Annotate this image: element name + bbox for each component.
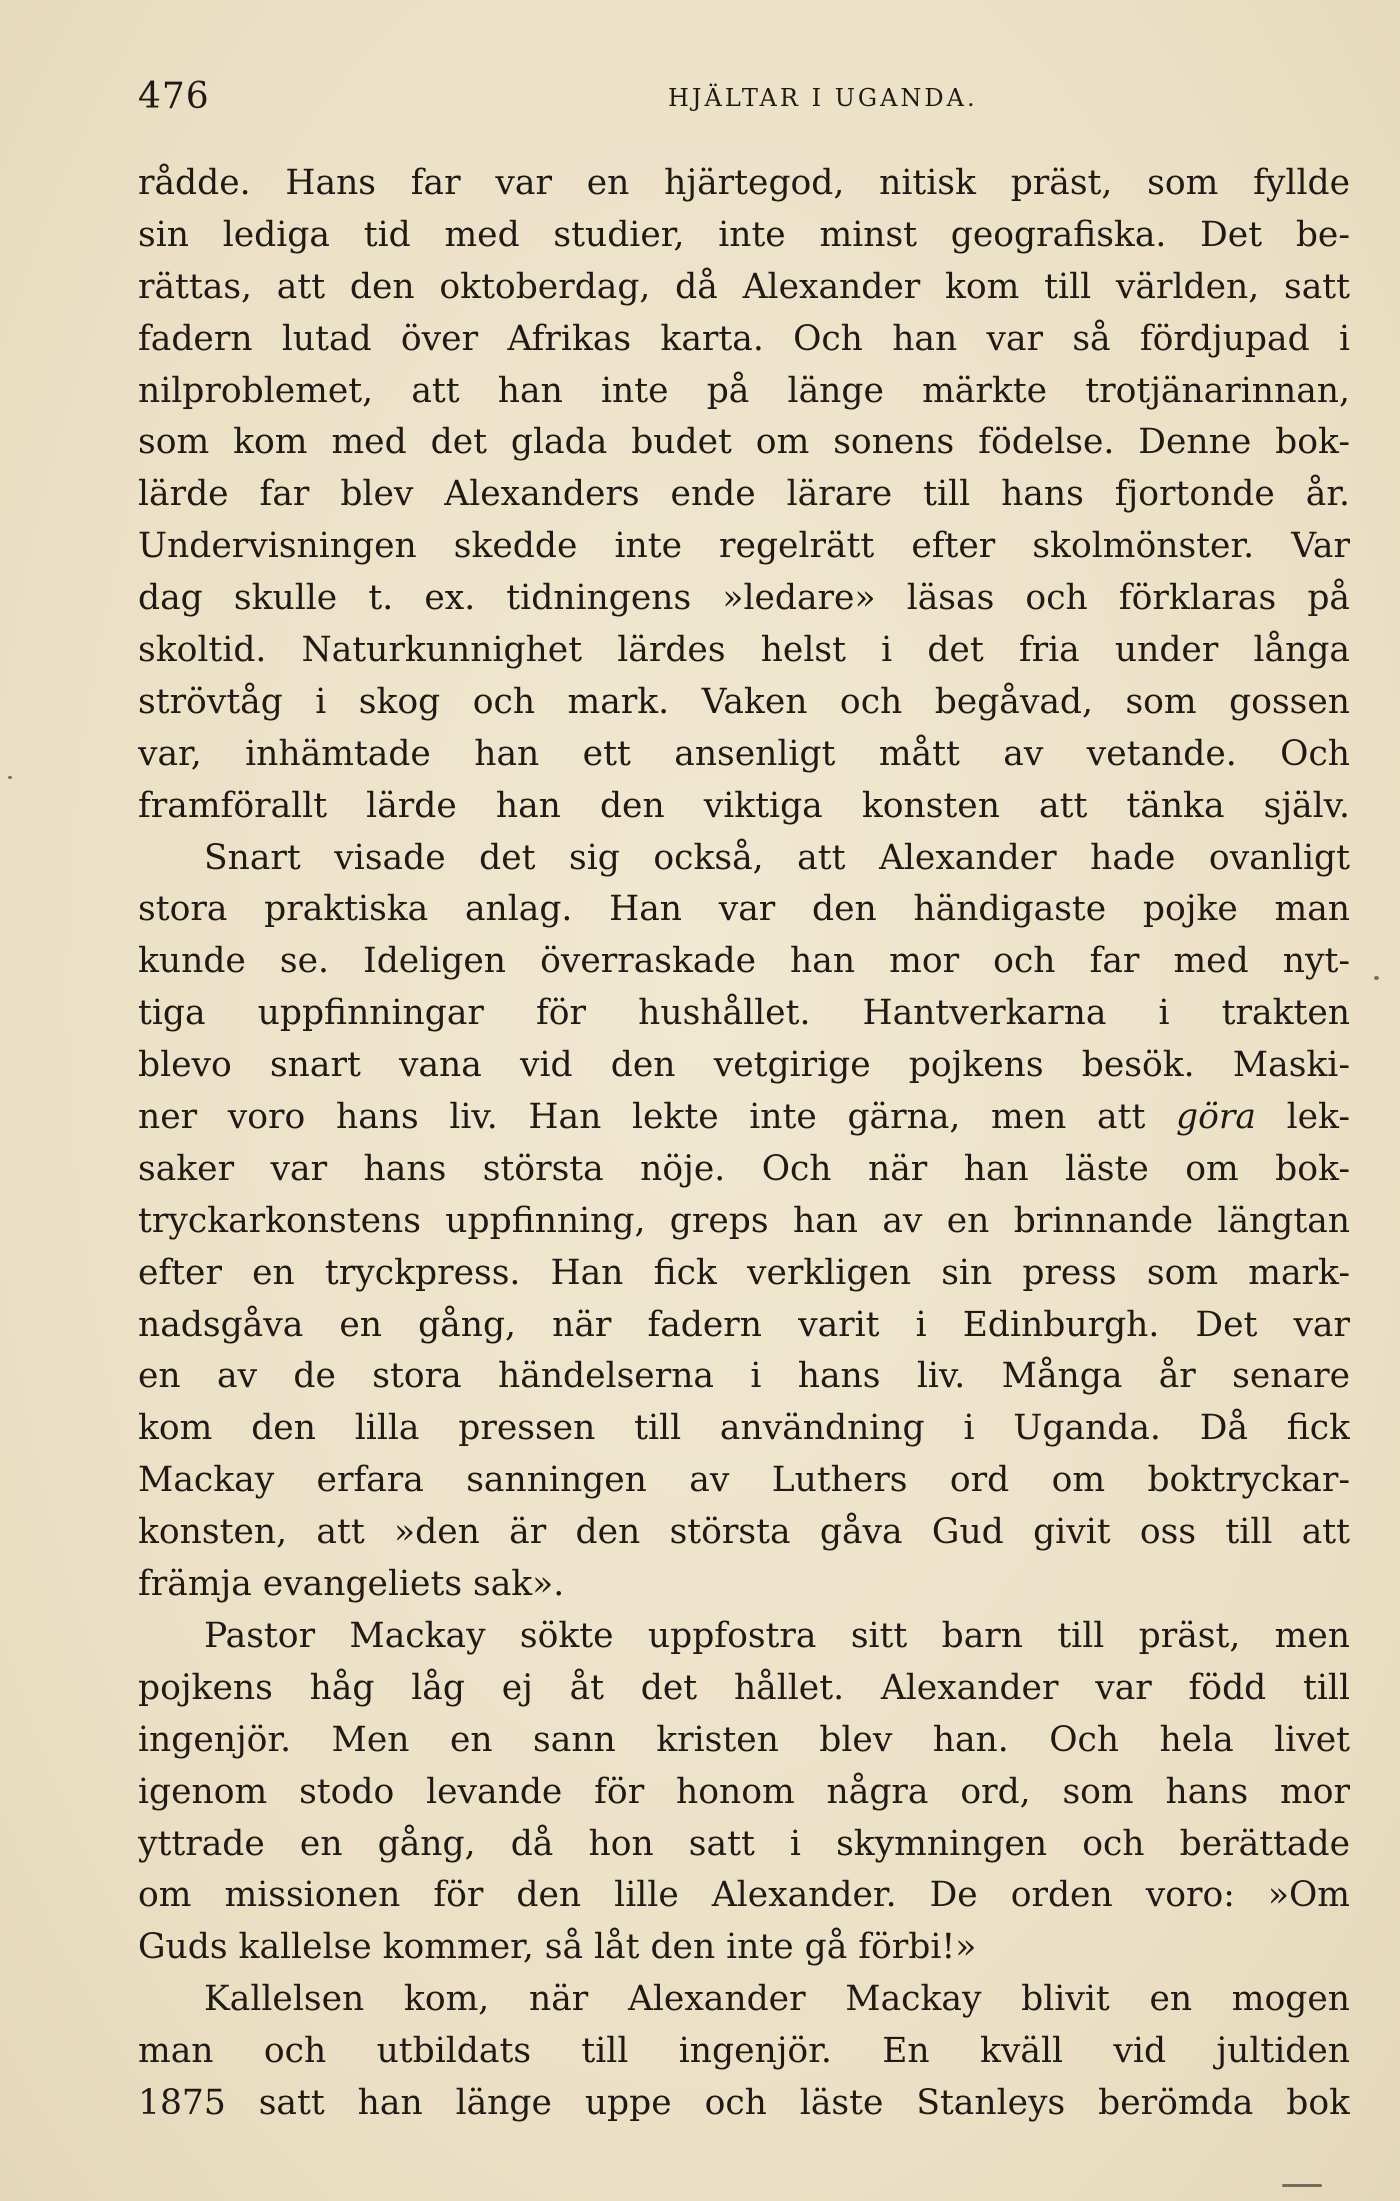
text-line-paragraph-end: främja evangeliets sak». <box>138 1564 565 1605</box>
text-segment: lek- <box>1286 1097 1350 1138</box>
text-line: saker var hans största nöje. Och när han läste om bok- <box>138 1148 1350 1189</box>
emphasized-word: göra <box>1176 1097 1256 1138</box>
text-line: tiga uppfinningar för hushållet. Hantverkarna i trakten <box>138 993 1350 1034</box>
text-line: Undervisningen skedde inte regelrätt efter skolmönster. Var <box>138 526 1350 567</box>
text-line: konsten, att »den är den största gåva Gud givit oss till att <box>138 1512 1350 1553</box>
text-line: efter en tryckpress. Han fick verkligen sin press som mark- <box>138 1252 1350 1293</box>
page-header <box>138 76 1350 126</box>
text-line: nilproblemet, att han inte på länge märkte trotjänarinnan, <box>138 370 1350 411</box>
text-line-with-emphasis <box>138 1092 1350 1144</box>
text-line: kom den lilla pressen till användning i Uganda. Då fick <box>138 1408 1350 1449</box>
page-number: 476 <box>138 76 210 117</box>
text-line: nadsgåva en gång, när fadern varit i Edinburgh. Det var <box>138 1304 1350 1345</box>
text-line: igenom stodo levande för honom några ord, som hans mor <box>138 1771 1350 1812</box>
text-line: som kom med det glada budet om sonens födelse. Denne bok- <box>138 422 1350 463</box>
text-line: stora praktiska anlag. Han var den händigaste pojke man <box>138 889 1350 930</box>
text-line: fadern lutad över Afrikas karta. Och han var så fördjupad i <box>138 318 1350 359</box>
text-line: skoltid. Naturkunnighet lärdes helst i det fria under långa <box>138 630 1350 671</box>
text-line: framförallt lärde han den viktiga konsten att tänka själv. <box>138 785 1350 826</box>
body-text <box>138 158 1350 2130</box>
text-line-paragraph-end: Guds kallelse kommer, så låt den inte gå förbi!» <box>138 1927 977 1968</box>
text-line: sin lediga tid med studier, inte minst geografiska. Det be- <box>138 214 1350 255</box>
text-line: 1875 satt han länge uppe och läste Stanleys berömda bok <box>138 2082 1350 2123</box>
text-segment: ner voro hans liv. Han lekte inte gärna, men att <box>138 1097 1146 1138</box>
text-line: lärde far blev Alexanders ende lärare till hans fjortonde år. <box>138 474 1350 515</box>
text-line: tryckarkonstens uppfinning, greps han av en brinnande längtan <box>138 1200 1350 1241</box>
text-line: rättas, att den oktoberdag, då Alexander kom till världen, satt <box>138 266 1350 307</box>
text-line: Mackay erfara sanningen av Luthers ord om boktryckar- <box>138 1460 1350 1501</box>
text-line: blevo snart vana vid den vetgirige pojkens besök. Maski- <box>138 1045 1350 1086</box>
text-line: dag skulle t. ex. tidningens »ledare» läsas och förklaras på <box>138 578 1350 619</box>
text-line: ingenjör. Men en sann kristen blev han. Och hela livet <box>138 1719 1350 1760</box>
running-title: HJÄLTAR I UGANDA. <box>668 84 978 112</box>
text-line-paragraph-start: Kallelsen kom, när Alexander Mackay blivit en mogen <box>204 1979 1350 2020</box>
text-line-paragraph-start: Pastor Mackay sökte uppfostra sitt barn till präst, men <box>204 1615 1350 1656</box>
text-line: yttrade en gång, då hon satt i skymningen och berättade <box>138 1823 1350 1864</box>
text-line: kunde se. Ideligen överraskade han mor och far med nyt- <box>138 941 1350 982</box>
text-line: pojkens håg låg ej åt det hållet. Alexander var född till <box>138 1667 1350 1708</box>
text-line: om missionen för den lille Alexander. De orden voro: »Om <box>138 1875 1350 1916</box>
paper-speck <box>1282 2184 1322 2187</box>
text-line: man och utbildats till ingenjör. En kväll vid jultiden <box>138 2031 1350 2072</box>
text-line: var, inhämtade han ett ansenligt mått av vetande. Och <box>138 733 1350 774</box>
text-line: strövtåg i skog och mark. Vaken och begåvad, som gossen <box>138 681 1350 722</box>
text-line: en av de stora händelserna i hans liv. Många år senare <box>138 1356 1350 1397</box>
paper-speck <box>1374 976 1379 980</box>
text-line: rådde. Hans far var en hjärtegod, nitisk präst, som fyllde <box>138 163 1350 203</box>
paper-speck <box>8 776 12 779</box>
text-line-paragraph-start: Snart visade det sig också, att Alexander hade ovanligt <box>204 837 1350 878</box>
